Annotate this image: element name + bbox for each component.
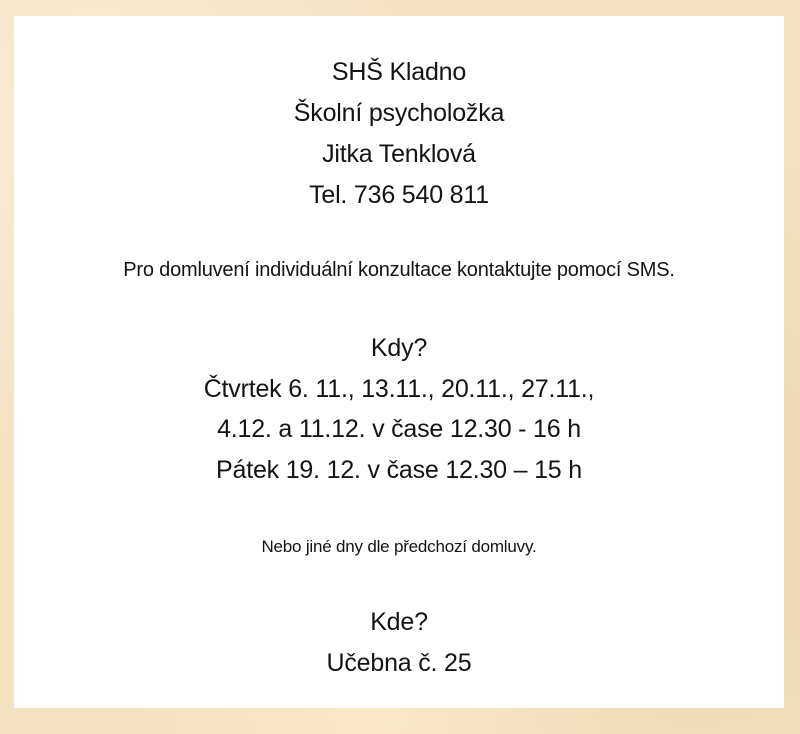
- psychologist-role: Školní psycholožka: [293, 99, 505, 127]
- where-heading: Kde?: [370, 608, 428, 636]
- psychologist-name: Jitka Tenklová: [322, 140, 476, 168]
- schedule-line: Pátek 19. 12. v čase 12.30 – 15 h: [216, 456, 582, 484]
- when-heading: Kdy?: [370, 334, 428, 362]
- other-days-note: Nebo jiné dny dle předchozí domluvy.: [261, 537, 537, 556]
- schedule-line: Čtvrtek 6. 11., 13.11., 20.11., 27.11.,: [203, 375, 595, 403]
- phone-number: Tel. 736 540 811: [309, 181, 489, 209]
- notice-sheet: [14, 16, 784, 708]
- contact-note: Pro domluvení individuální konzultace kontaktujte pomocí SMS.: [123, 259, 675, 281]
- room-number: Učebna č. 25: [326, 649, 472, 677]
- school-name: SHŠ Kladno: [331, 58, 467, 86]
- schedule-line: 4.12. a 11.12. v čase 12.30 - 16 h: [217, 415, 581, 443]
